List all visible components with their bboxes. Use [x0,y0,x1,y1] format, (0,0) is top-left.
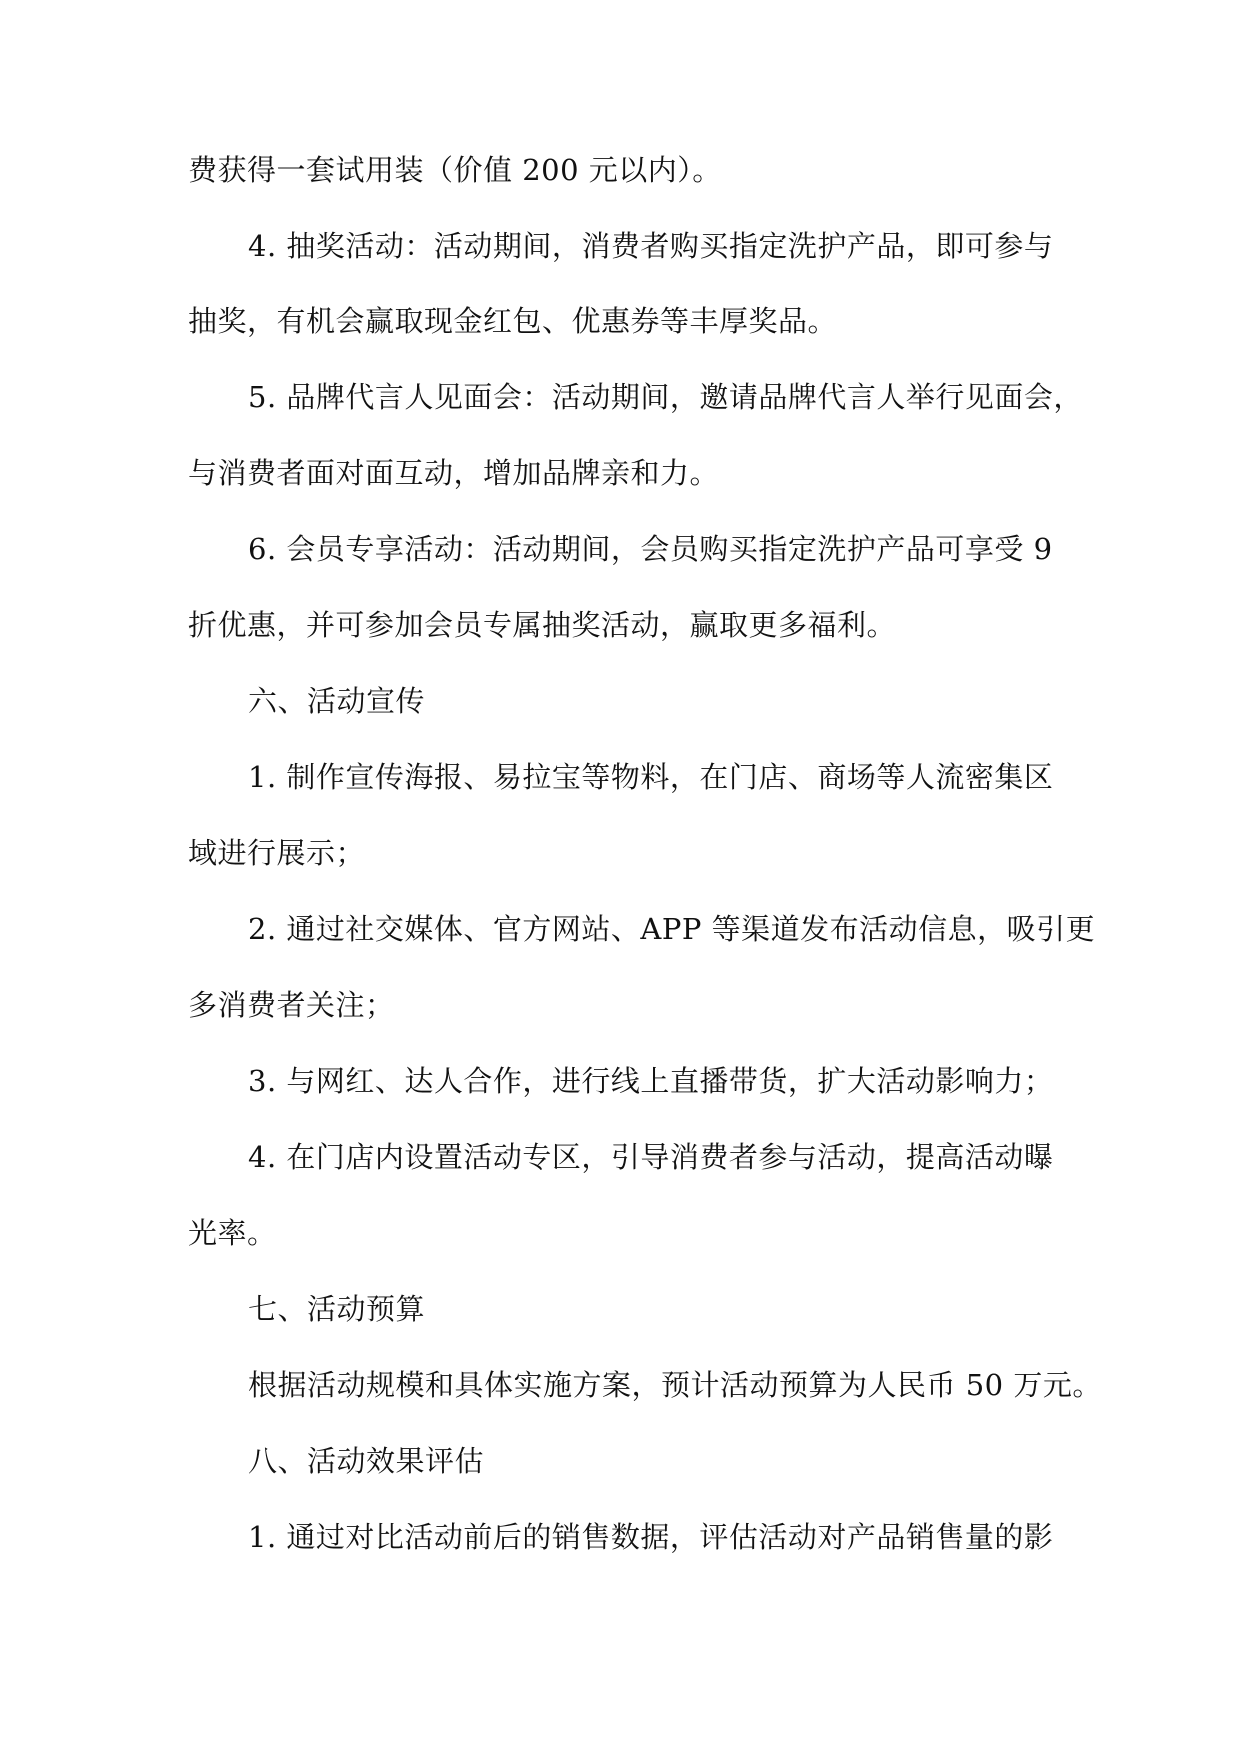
text-line: 根据活动规模和具体实施方案，预计活动预算为人民币 50 万元。 [248,1368,1102,1402]
text-line: 抽奖，有机会赢取现金红包、优惠券等丰厚奖品。 [188,304,838,338]
text-line: 与消费者面对面互动，增加品牌亲和力。 [188,456,720,490]
text-line: 1. 制作宣传海报、易拉宝等物料，在门店、商场等人流密集区 [248,760,1054,794]
section-heading: 八、活动效果评估 [248,1444,485,1478]
text-line: 折优惠，并可参加会员专属抽奖活动，赢取更多福利。 [188,608,897,642]
text-line: 1. 通过对比活动前后的销售数据，评估活动对产品销售量的影 [248,1520,1054,1554]
text-line: 6. 会员专享活动：活动期间，会员购买指定洗护产品可享受 9 [248,532,1053,566]
section-heading: 七、活动预算 [248,1292,426,1326]
text-line: 3. 与网红、达人合作，进行线上直播带货，扩大活动影响力； [248,1064,1054,1098]
text-line: 域进行展示； [188,836,366,870]
text-line: 光率。 [188,1216,277,1250]
section-heading: 六、活动宣传 [248,684,426,718]
text-line: 费获得一套试用装（价值 200 元以内）。 [188,153,722,187]
text-line: 2. 通过社交媒体、官方网站、APP 等渠道发布活动信息，吸引更 [248,912,1096,946]
text-line: 4. 在门店内设置活动专区，引导消费者参与活动，提高活动曝 [248,1140,1054,1174]
text-line: 多消费者关注； [188,988,395,1022]
text-line: 4. 抽奖活动：活动期间，消费者购买指定洗护产品，即可参与 [248,229,1054,263]
text-line: 5. 品牌代言人见面会：活动期间，邀请品牌代言人举行见面会， [248,380,1083,414]
